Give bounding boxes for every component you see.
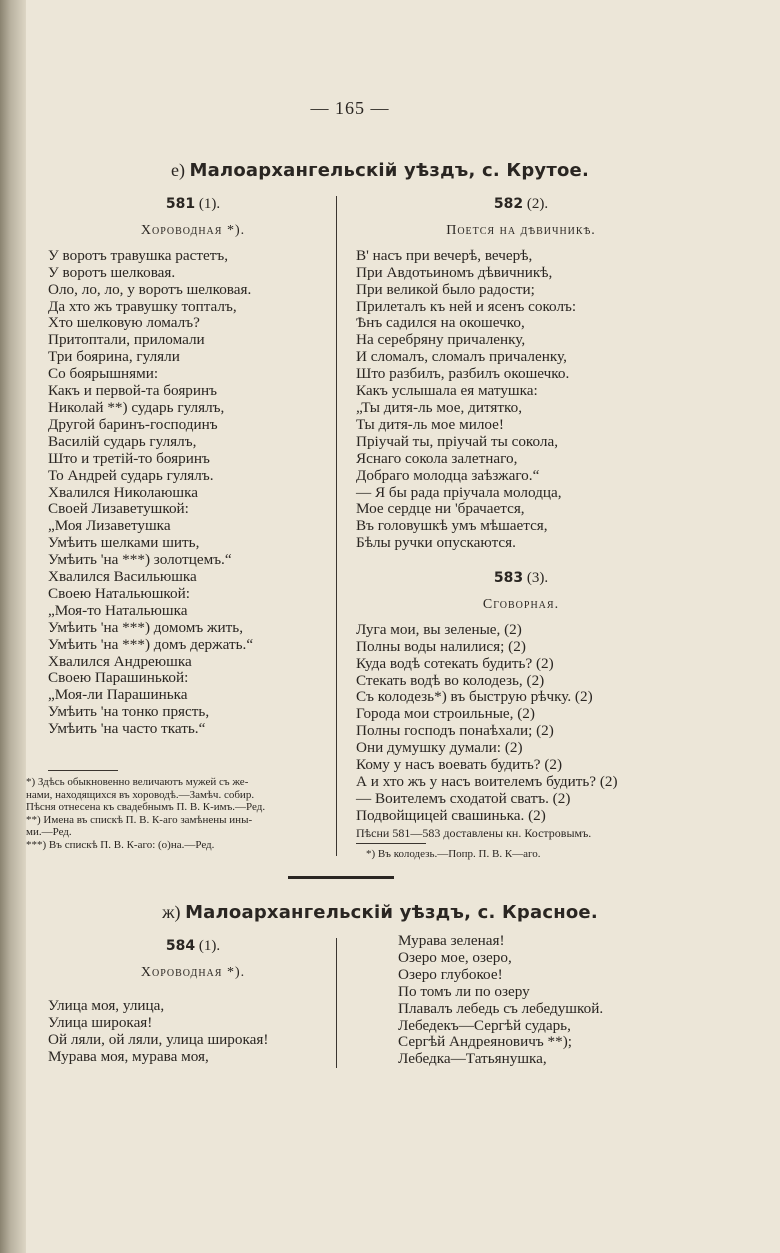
- footnote-divider: [356, 843, 426, 844]
- verse-line: Озеро глубокое!: [398, 965, 503, 983]
- verse-line: Пріучай ты, пріучай ты сокола,: [356, 432, 559, 450]
- verse-line: Своею Парашинькой:: [48, 669, 189, 687]
- verse-line: В' насъ при вечерѣ, вечерѣ,: [356, 246, 533, 264]
- verse-line: Мое сердце ни 'брачается,: [356, 500, 525, 518]
- song-581-footnotes: [26, 776, 336, 851]
- footnote: *) Въ колодезь.—Попр. П. В. К—аго.: [366, 848, 541, 860]
- verse-line: Бѣлы ручки опускаются.: [356, 534, 516, 552]
- verse-line: „Моя Лизаветушка: [48, 517, 171, 535]
- song-number-581: 581 (1).: [165, 196, 221, 212]
- verse-line: Озеро мое, озеро,: [398, 948, 512, 966]
- footnote-line: **) Имена въ спискѣ П. В. К-аго замѣнены ины-: [26, 813, 253, 826]
- song-genre: Хороводная *).: [140, 964, 246, 980]
- verse-line: — Я бы рада пріучала молодца,: [356, 483, 562, 501]
- verse-line: Лебедекъ—Сергѣй сударь,: [398, 1016, 571, 1034]
- verse-line: Што и третій-то бояринъ: [48, 449, 210, 467]
- verse-line: Три боярина, гуляли: [48, 348, 180, 366]
- verse-line: Улица широкая!: [48, 1013, 153, 1031]
- book-spine-shadow: [0, 0, 26, 1253]
- song-number-582: 582 (2).: [493, 196, 549, 212]
- verse-line: Со боярышнями:: [48, 365, 159, 383]
- verse-line: Другой баринъ-господинъ: [48, 415, 218, 433]
- section-heading-krasnoe: [30, 902, 730, 923]
- song-584-verses-right: [398, 933, 698, 1068]
- song-582-column: [356, 196, 686, 552]
- verse-line: Умѣить 'на часто ткать.“: [48, 720, 206, 738]
- footnote-line: ***) Въ спискѣ П. В. К-аго: (о)на.—Ред.: [26, 838, 215, 851]
- verse-line: При великой было радости;: [356, 280, 535, 298]
- verse-line: Хвалился Васильюшка: [48, 568, 197, 586]
- footnote-line: нами, находящихся въ хороводѣ.—Замѣч. собир.: [26, 788, 255, 801]
- verse-line: Хвалился Андреюшка: [48, 652, 192, 670]
- page-number: — 165 —: [310, 98, 390, 118]
- verse-line: Умѣить шелками шить,: [48, 534, 200, 552]
- verse-line: На серебряну причаленку,: [356, 331, 526, 349]
- footnote-line: *) Здѣсь обыкновенно величаютъ мужей съ же-: [26, 776, 249, 788]
- column-divider: [336, 938, 337, 1068]
- song-genre: Сговорная.: [482, 596, 560, 612]
- verse-line: Ой ляли, ой ляли, улица широкая!: [48, 1030, 269, 1048]
- footnote-divider: [48, 770, 118, 771]
- section-letter: ж): [162, 902, 181, 922]
- footnote-line: ми.—Ред.: [26, 826, 72, 838]
- song-583-footnote: [366, 848, 686, 861]
- verse-line: Николай **) сударь гулялъ,: [48, 398, 225, 416]
- verse-line: Умѣить 'на ***) золотцемъ.“: [48, 551, 232, 569]
- verse-line: Съ колодезь*) въ быструю рѣчку. (2): [356, 688, 593, 706]
- song-584-verses-left: [48, 998, 338, 1066]
- attribution-note: Пѣсни 581—583 доставлены кн. Костровымъ.: [356, 825, 592, 840]
- verse-line: Мурава моя, мурава моя,: [48, 1047, 209, 1065]
- verse-line: Василій сударь гулялъ,: [48, 432, 197, 450]
- verse-line: Лебедка—Татьянушка,: [398, 1050, 547, 1068]
- verse-line: Ѣнъ садился на окошечко,: [356, 314, 525, 332]
- verse-line: Яснаго сокола залетнаго,: [356, 449, 518, 467]
- column-divider: [336, 196, 337, 856]
- verse-line: Притоптали, приломали: [48, 331, 205, 349]
- verse-line: Прилеталъ къ ней и ясенъ соколъ:: [356, 297, 577, 315]
- verse-line: Сергѣй Андреяновичъ **);: [398, 1033, 572, 1051]
- verse-line: Улица моя, улица,: [48, 996, 165, 1014]
- song-number-583: 583 (3).: [493, 570, 549, 586]
- verse-line: Полны воды налилися; (2): [356, 637, 526, 655]
- section-title: Малоархангельскій уѣздъ, с. Крутое.: [189, 160, 589, 181]
- verse-line: Луга мои, вы зеленые, (2): [356, 620, 522, 638]
- verse-line: У воротъ шелковая.: [48, 263, 176, 281]
- verse-line: Какъ и первой-та бояринъ: [48, 382, 218, 400]
- verse-line: Умѣить 'на ***) домъ держать.“: [48, 635, 254, 653]
- song-genre: Поется на дѣвичникѣ.: [446, 222, 596, 238]
- verse-line: И сломалъ, сломалъ причаленку,: [356, 348, 567, 366]
- verse-line: Полны господъ понаѣхали; (2): [356, 722, 554, 740]
- song-genre: Хороводная *).: [140, 222, 246, 238]
- verse-line: Мурава зеленая!: [398, 932, 505, 949]
- verse-line: Да хто жъ травушку топталъ,: [48, 297, 237, 315]
- section-letter: е): [171, 160, 185, 180]
- verse-line: „Ты дитя-ль мое, дитятко,: [356, 398, 523, 416]
- verse-line: Они думушку думали: (2): [356, 739, 523, 757]
- verse-line: Умѣить 'на ***) домомъ жить,: [48, 618, 243, 636]
- verse-line: Умѣить 'на тонко прясть,: [48, 703, 210, 721]
- verse-line: Добраго молодца заѣзжаго.“: [356, 466, 540, 484]
- section-title: Малоархангельскій уѣздъ, с. Красное.: [185, 902, 598, 923]
- footnote-list: [26, 776, 336, 851]
- verse-line: Плавалъ лебедь съ лебедушкой.: [398, 999, 604, 1017]
- verse-line: То Андрей сударь гулялъ.: [48, 466, 214, 484]
- verse-line: Стекать водѣ во колодезь, (2): [356, 671, 545, 689]
- verse-line: По томъ ли по озеру: [398, 982, 530, 1000]
- verse-line: А и хто жъ у насъ воителемъ будить? (2): [356, 772, 618, 790]
- verse-line: Ты дитя-ль мое милое!: [356, 415, 504, 433]
- verse-line: Своей Лизаветушкой:: [48, 500, 189, 518]
- footnote-line: Пѣсня отнесена къ свадебнымъ П. В. К-имъ.—Ред.: [26, 801, 266, 813]
- verse-line: При Авдотьиномъ дѣвичникѣ,: [356, 263, 553, 281]
- song-584-right-column: [398, 933, 698, 1068]
- verse-line: Куда водѣ сотекать будить? (2): [356, 654, 554, 672]
- song-number-584: 584 (1).: [165, 938, 221, 954]
- verse-line: Што разбилъ, разбилъ окошечко.: [356, 365, 570, 383]
- verse-line: Хвалился Николаюшка: [48, 483, 198, 501]
- song-581-column: [48, 196, 338, 738]
- verse-line: Какъ услышала ея матушка:: [356, 382, 538, 400]
- verse-line: Хто шелковую ломалъ?: [48, 314, 200, 332]
- verse-line: „Моя-то Натальюшка: [48, 601, 188, 619]
- song-583-column: [356, 570, 686, 842]
- verse-line: — Воителемъ сходатой сватъ. (2): [356, 789, 571, 807]
- song-582-verses: [356, 248, 686, 552]
- section-divider: [288, 876, 394, 879]
- section-heading-krutoe: [30, 160, 730, 181]
- song-584-left-column: [48, 938, 338, 1065]
- verse-line: „Моя-ли Парашинька: [48, 686, 188, 704]
- song-583-verses: [356, 622, 686, 825]
- verse-line: Города мои строильные, (2): [356, 705, 535, 723]
- verse-line: Своею Натальюшкой:: [48, 584, 190, 602]
- song-581-verses: [48, 248, 338, 738]
- verse-line: Подвойщицей свашинька. (2): [356, 806, 546, 824]
- verse-line: Оло, ло, ло, у воротъ шелковая.: [48, 280, 252, 298]
- verse-line: Кому у насъ воевать будить? (2): [356, 756, 563, 774]
- verse-line: У воротъ травушка растетъ,: [48, 246, 229, 264]
- verse-line: Въ головушкѣ умъ мѣшается,: [356, 517, 548, 535]
